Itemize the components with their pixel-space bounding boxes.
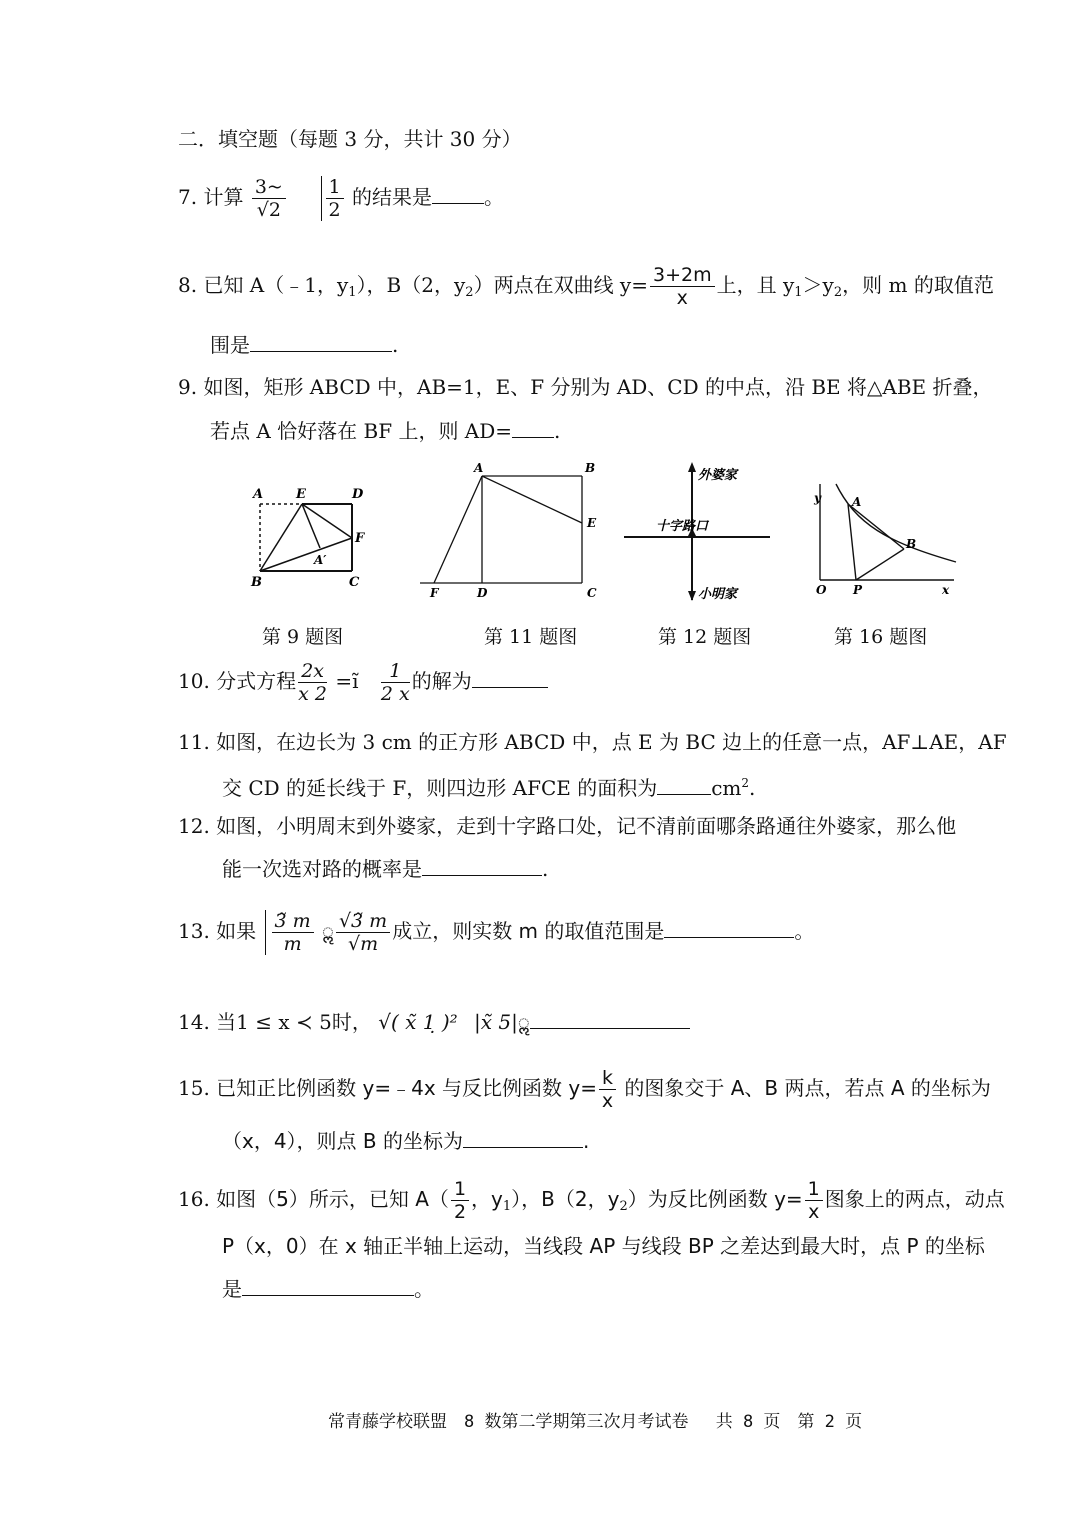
svg-text:F: F [355,531,365,546]
svg-text:F: F [430,586,439,600]
figure-11-caption: 第 11 题图 [484,626,578,648]
svg-text:B: B [906,537,917,551]
question-12-line2: 能一次选对路的概率是 . [222,857,549,881]
question-15: 15. 已知正比例函数 y=﹣4x 与反比例函数 y= $\frac{k}{x}$ 的图象交于 A、B 两点，若点 A 的坐标为 [178,1067,991,1112]
question-number: 7. [178,185,198,209]
answer-blank[interactable] [530,1008,690,1029]
svg-text:E: E [587,516,597,530]
svg-text:小明家: 小明家 [698,587,738,602]
fraction: $\frac{k}{x}$ [599,1067,616,1112]
svg-text:D: D [352,487,364,502]
svg-text:B: B [585,461,596,475]
svg-text:A: A [474,461,484,475]
fraction: $\frac{√3̃ m}{√m}$ [336,910,390,955]
fraction: $\frac{3\sim}{√2}$ [252,176,286,221]
answer-blank[interactable] [463,1127,583,1148]
section-title: 二．填空题（每题 3 分，共计 30 分） [178,127,522,151]
svg-text:十字路口: 十字路口 [656,519,709,534]
answer-blank[interactable] [432,183,484,204]
question-16-line3: 是 。 [222,1277,434,1301]
figure-9-caption: 第 9 题图 [262,626,344,648]
figure-11-diagram [412,458,607,603]
svg-text:P: P [853,583,863,597]
answer-blank[interactable] [242,1275,414,1296]
question-16-line2: P（x，0）在 x 轴正半轴上运动，当线段 AP 与线段 BP 之差达到最大时，点 P 的坐标 [222,1234,985,1258]
svg-text:C: C [587,586,597,600]
answer-blank[interactable] [657,774,711,795]
question-12: 12. 如图，小明周末到外婆家，走到十字路口处，记不清前面哪条路通往外婆家，那么他 [178,814,957,838]
svg-text:E: E [296,487,306,502]
answer-blank[interactable] [664,917,794,938]
figure-9-diagram [240,478,380,593]
question-10: 10. 分式方程 $\frac{2x}{x 2}$ =ĩ $\frac{1}{2 x}$ 的解为 [178,660,548,705]
question-13: 13. 如果 $\frac{3̃ m}{m}$ ॢ $\frac{√3̃ m}{√m}$ 成立，则实数 m 的取值范围是 。 [178,910,815,955]
fraction: $\frac{1}{2}$ [451,1178,469,1223]
figure-12-caption: 第 12 题图 [658,626,752,648]
question-11-line2: 交 CD 的延长线于 F，则四边形 AFCE 的面积为 $cm^2$. [222,776,756,800]
sqrt-fraction: $\frac{3̃ m}{m}$ [265,910,314,955]
svg-text:B: B [251,575,262,590]
svg-text:外婆家: 外婆家 [698,468,738,483]
question-8-line2: 围是 . [210,333,399,357]
svg-text:A: A [852,495,862,509]
svg-text:D: D [477,586,488,600]
figure-16-caption: 第 16 题图 [834,626,928,648]
answer-blank[interactable] [472,667,548,688]
figure-12-diagram [620,460,775,605]
question-15-line2: （x，4），则点 B 的坐标为 . [222,1129,590,1153]
fraction: $\frac{1}{2 x}$ [380,660,410,705]
sqrt-fraction: $\frac{1}{2}$ [321,176,344,221]
fraction: $\frac{1}{x}$ [805,1178,823,1223]
question-7: 7. 计算 $\frac{3\sim}{√2}$ $\frac{1}{2}$ 的结果是 。 [178,176,504,221]
question-8: 8. 已知 A（﹣1，$y_1$），B（2，$y_2$）两点在双曲线 y= $\frac{3+2m}{x}$ 上，且 $y_1>y_2$，则 m 的取值范 [178,264,994,309]
question-16: 16. 如图（5）所示，已知 A（ $\frac{1}{2}$ ，$y_1$），B（2，$y_2$）为反比例函数 y= $\frac{1}{x}$ 图象上的两点，动点 [178,1178,1005,1223]
svg-text:A′: A′ [314,553,327,567]
page-footer: 常青藤学校联盟 8 数第二学期第三次月考试卷 共 8 页 第 2 页 [328,1412,863,1432]
svg-text:y: y [814,491,821,505]
svg-text:C: C [349,575,360,590]
question-11: 11. 如图，在边长为 3 cm 的正方形 ABCD 中，点 E 为 BC 边上的任意一点，AF⊥AE，AF [178,730,1007,754]
label-A: A [253,487,264,502]
svg-text:O: O [816,583,827,597]
question-14: 14. 当1 ≤ x ≺ 5时， √( x̃ 1̣ )² |x̃ 5|ॢ [178,1008,690,1035]
svg-text:x: x [942,583,950,597]
fraction: $\frac{2x}{x 2}$ [298,660,328,705]
fraction: $\frac{3+2m}{x}$ [650,264,715,309]
answer-blank[interactable] [250,331,392,352]
question-9: 9. 如图，矩形 ABCD 中，AB=1，E、F 分别为 AD、CD 的中点，沿 BE 将△ABE 折叠， [178,375,993,399]
answer-blank[interactable] [422,855,542,876]
question-9-line2: 若点 A 恰好落在 BF 上，则 AD= . [210,419,561,443]
figure-16-diagram [806,476,966,601]
answer-blank[interactable] [512,417,554,438]
